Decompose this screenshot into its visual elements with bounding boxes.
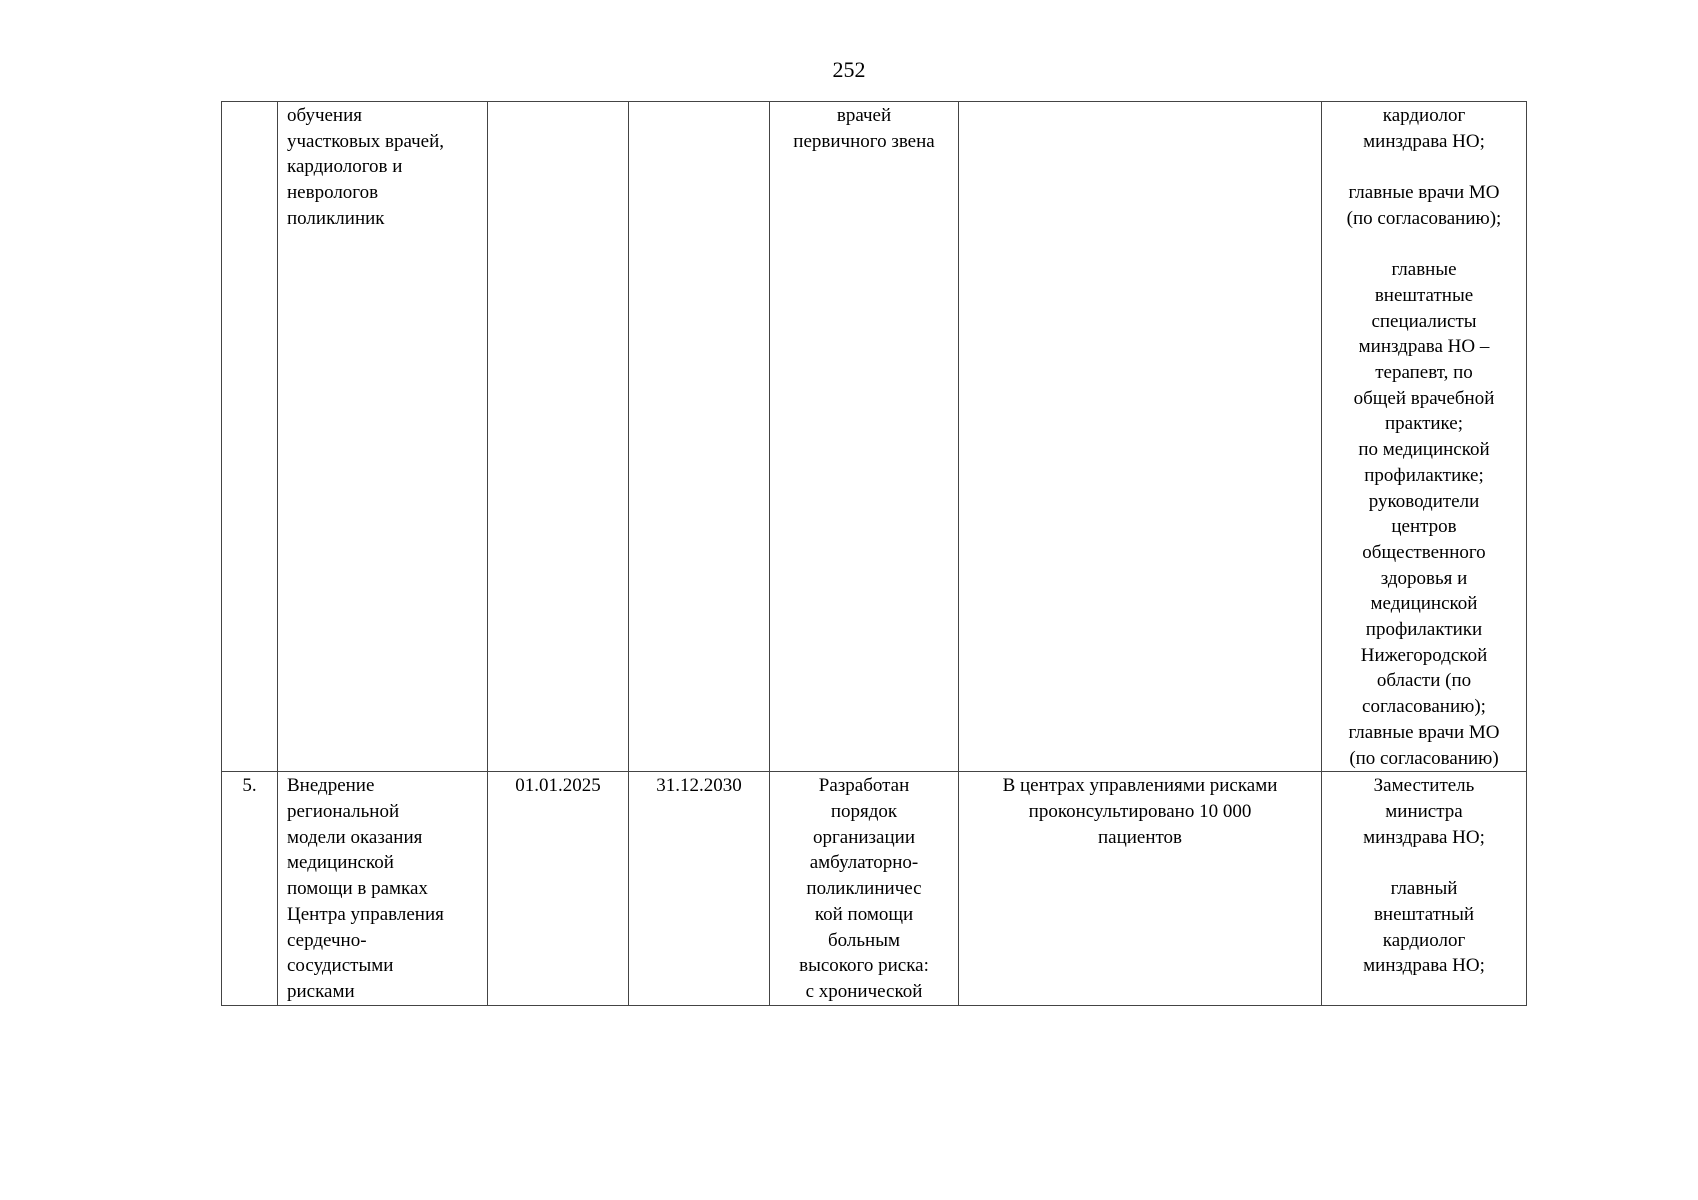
end-date-cell: 31.12.2030	[629, 772, 770, 1005]
event-name-cell: Внедрение региональной модели оказания медицинской помощи в рамках Центра управления сердечно- сосудистыми рисками	[278, 772, 488, 1005]
row-number-cell	[222, 102, 278, 772]
start-date-cell: 01.01.2025	[488, 772, 629, 1005]
start-date-cell	[488, 102, 629, 772]
table-row	[222, 772, 1527, 1005]
page-number: 252	[832, 57, 866, 82]
indicator-cell: В центрах управлениями рисками проконсультировано 10 000 пациентов	[959, 772, 1322, 1005]
table-row	[222, 102, 1527, 772]
result-cell: Разработан порядок организации амбулаторно- поликлиничес кой помощи больным высокого риска: с хронической	[770, 772, 959, 1005]
event-name-cell: обучения участковых врачей, кардиологов и неврологов поликлиник	[278, 102, 488, 772]
responsible-cell: кардиолог минздрава НО; главные врачи МО (по согласованию); главные внештатные специалисты минздрава НО – терапевт, по общей врачебной практике; по медицинской профилактике; руководители центров общественного здоровья и медицинской профилактики Нижегородской области (по согласованию); главные врачи МО (по согласованию)	[1322, 102, 1527, 772]
end-date-cell	[629, 102, 770, 772]
indicator-cell	[959, 102, 1322, 772]
plan-table	[221, 101, 1527, 1006]
responsible-cell: Заместитель министра минздрава НО; главный внештатный кардиолог минздрава НО;	[1322, 772, 1527, 1005]
result-cell: врачей первичного звена	[770, 102, 959, 772]
row-number-cell: 5.	[222, 772, 278, 1005]
